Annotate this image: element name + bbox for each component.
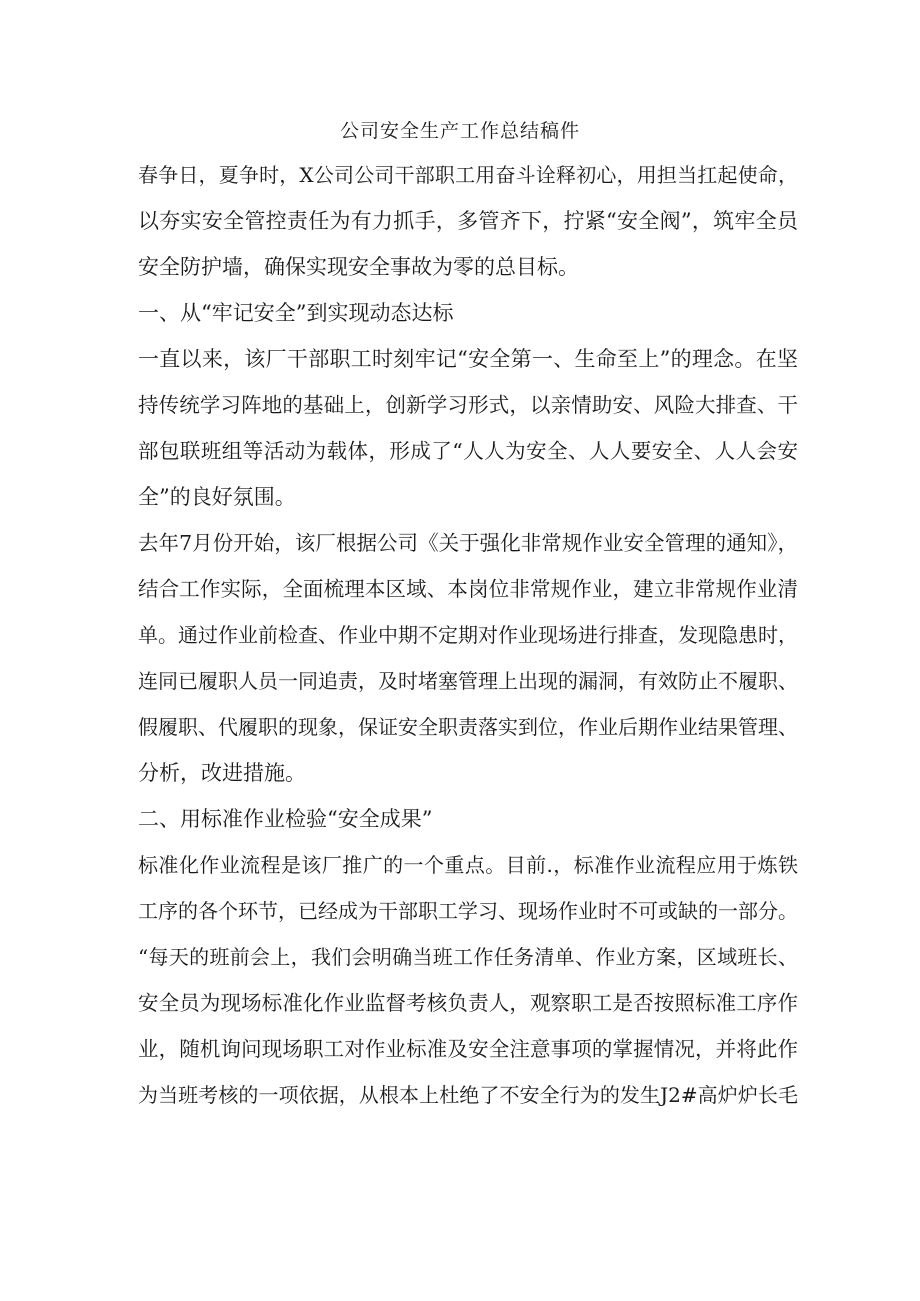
body-line: 持传统学习阵地的基础上，创新学习形式，以亲情助安、风险大排查、干 <box>138 393 798 417</box>
body-line: 分析，改进措施。 <box>138 761 306 785</box>
body-line: 一、从“牢记安全”到实现动态达标 <box>138 301 454 325</box>
body-line: 以夯实安全管控责任为有力抓手，多管齐下，拧紧“安全阀”，筑牢全员 <box>138 209 798 233</box>
document-body <box>138 152 798 1118</box>
body-line: 标准化作业流程是该厂推广的一个重点。目前.，标准作业流程应用于炼铁 <box>138 853 798 877</box>
body-line: 春争日，夏争时，X公司公司干部职工用奋斗诠释初心，用担当扛起使命， <box>138 163 798 187</box>
body-line: 结合工作实际，全面梳理本区域、本岗位非常规作业，建立非常规作业清 <box>138 577 798 601</box>
body-line: 业，随机询问现场职工对作业标准及安全注意事项的掌握情况，并将此作 <box>138 1037 798 1061</box>
body-line: 部包联班组等活动为载体，形成了“人人为安全、人人要安全、人人会安 <box>138 439 798 463</box>
body-line: 连同已履职人员一同追责，及时堵塞管理上出现的漏洞，有效防止不履职、 <box>138 669 798 693</box>
body-line: “每天的班前会上，我们会明确当班工作任务清单、作业方案，区域班长、 <box>138 945 798 969</box>
body-line: 全”的良好氛围。 <box>138 485 296 509</box>
body-line: 假履职、代履职的现象，保证安全职责落实到位，作业后期作业结果管理、 <box>138 715 798 739</box>
body-line: 安全员为现场标准化作业监督考核负责人，观察职工是否按照标准工序作 <box>138 991 798 1015</box>
body-line: 二、用标准作业检验“安全成果” <box>138 807 433 831</box>
body-line: 去年7月份开始，该厂根据公司《关于强化非常规作业安全管理的通知》， <box>138 531 798 555</box>
body-line: 一直以来，该厂干部职工时刻牢记“安全第一、生命至上”的理念。在坚 <box>138 347 798 371</box>
body-line: 单。通过作业前检查、作业中期不定期对作业现场进行排查，发现隐患时， <box>138 623 798 647</box>
body-line: 工序的各个环节，已经成为干部职工学习、现场作业时不可或缺的一部分。 <box>138 899 798 923</box>
body-line: 安全防护墙，确保实现安全事故为零的总目标。 <box>138 255 579 279</box>
document-title: 公司安全生产工作总结稿件 <box>339 120 580 142</box>
body-line: 为当班考核的一项依据，从根本上杜绝了不安全行为的发生J2#高炉炉长毛 <box>138 1083 798 1107</box>
